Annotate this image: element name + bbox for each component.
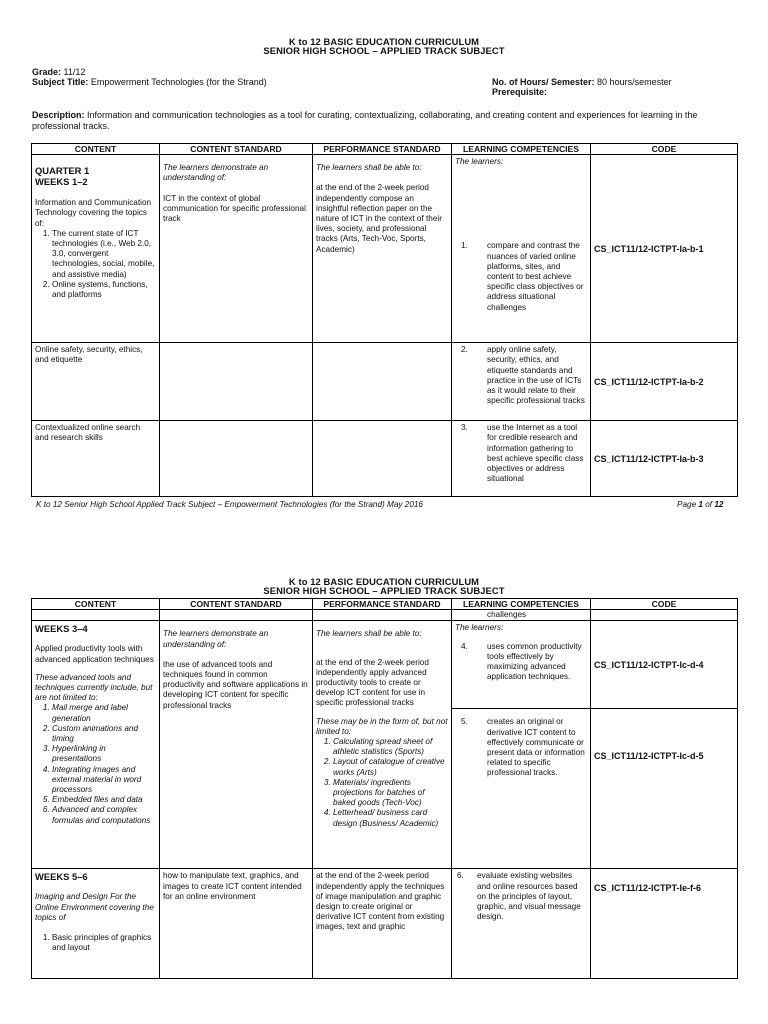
description-label: Description:: [32, 110, 85, 120]
table-row: [32, 421, 738, 497]
list-item: 1. Basic principles of graphics and layout: [52, 933, 156, 953]
page-current: 1: [698, 500, 703, 509]
content-standard-cell: [160, 621, 313, 869]
col-header-code: CODE: [591, 599, 738, 610]
col-header-learning-competencies: LEARNING COMPETENCIES: [452, 144, 591, 155]
code-cell: CS_ICT11/12-ICTPT-Ie-f-6: [591, 869, 738, 979]
list-item: 3. Materials/ ingredients projections for batches of baked goods (Tech-Voc): [333, 778, 448, 809]
page-separator: [0, 528, 768, 568]
competency-number: 4.: [461, 641, 468, 651]
code-cell: CS_ICT11/12-ICTPT-Ic-d-5: [591, 709, 738, 869]
list-item: 1. Mail merge and label generation: [52, 703, 156, 723]
code-cell: CS_ICT11/12-ICTPT-Ia-b-1: [591, 155, 738, 343]
continuation-row: [32, 610, 738, 621]
standard-text: the use of advanced tools and techniques found in common productivity and software applications in developing ICT content for specific professional tracks: [163, 659, 308, 710]
standard-intro: The learners demonstrate an understanding of:: [163, 163, 269, 183]
content-intro: Information and Communication Technology covering the topics of:: [35, 198, 152, 228]
learning-competency-cell: [452, 421, 591, 497]
grade-value: 11/12: [63, 67, 86, 77]
prerequisite-line: [492, 87, 547, 98]
content-standard-cell: how to manipulate text, graphics, and images to create ICT content intended for an online environment: [160, 869, 313, 979]
competency-text: evaluate existing websites and online resources based on the principles of layout, graphic, and visual message design.: [477, 871, 581, 922]
competency-number: 3.: [461, 423, 468, 433]
col-header-content: CONTENT: [32, 599, 160, 610]
performance-standard-cell: at the end of the 2-week period independently apply the techniques of image manipulation and graphic design to create original or derivative ICT content from existing images, text and graphic: [313, 869, 452, 979]
col-header-code: CODE: [591, 144, 738, 155]
performance-example-list: [316, 737, 448, 829]
description: [32, 110, 738, 132]
list-item: 5. Embedded files and data: [52, 795, 156, 805]
content-cell: [32, 621, 160, 869]
competency-item: [455, 241, 587, 312]
competency-intro: The learners:: [455, 623, 504, 633]
competency-number: 2.: [461, 345, 468, 355]
quarter-label: QUARTER 1: [35, 165, 90, 177]
weeks-label: WEEKS 5–6: [35, 871, 88, 883]
competency-text: compare and contrast the nuances of varied online platforms, sites, and content to best achieve specific class objectives or address situational challenges: [487, 241, 584, 312]
performance-standard-cell: [313, 421, 452, 497]
content-standard-cell: [160, 155, 313, 343]
learning-competency-cell: [452, 709, 591, 869]
table-row: [32, 343, 738, 421]
list-item: 1. Calculating spread sheet of athletic statistics (Sports): [333, 737, 448, 757]
content-topic-list: [35, 933, 156, 953]
col-header-content-standard: CONTENT STANDARD: [160, 599, 313, 610]
learning-competency-cell: [452, 869, 591, 979]
document-page-2: [0, 568, 768, 1024]
page-number: [677, 500, 723, 509]
competency-number: 6.: [457, 871, 464, 881]
content-cell: [32, 869, 160, 979]
competency-text: uses common productivity tools effectively by maximizing advanced application techniques.: [487, 641, 582, 682]
col-header-content-standard: CONTENT STANDARD: [160, 144, 313, 155]
page-word: Page: [677, 500, 697, 509]
page-footer-text: K to 12 Senior High School Applied Track Subject – Empowerment Technologies (for the Strand) May 2016: [36, 500, 423, 509]
subject-label: Subject Title:: [32, 77, 89, 87]
subject-line: [32, 77, 267, 88]
competency-text: apply online safety, security, ethics, and etiquette standards and practice in the use of ICTs as it would relate to their specific professional tracks: [487, 345, 585, 406]
content-standard-cell: [160, 343, 313, 421]
code-cell: CS_ICT11/12-ICTPT-Ia-b-3: [591, 421, 738, 497]
content-cell: Contextualized online search and research skills: [32, 421, 160, 497]
table-row: [32, 155, 738, 343]
list-item: 6. Advanced and complex formulas and computations: [52, 805, 156, 825]
content-cell: [32, 155, 160, 343]
content-cell: Online safety, security, ethics, and etiquette: [32, 343, 160, 421]
table-header-row: [32, 599, 738, 610]
grade-label: Grade:: [32, 67, 62, 77]
list-item: 2. Layout of catalogue of creative works (Arts): [333, 757, 448, 777]
performance-text: at the end of the 2-week period independently apply advanced productivity tools to create or develop ICT content for use in specific professional tracks: [316, 657, 429, 708]
competency-number: 1.: [461, 241, 468, 251]
content-note: These advanced tools and techniques currently include, but are not limited to:: [35, 672, 153, 703]
list-item: 1. The current state of ICT technologies (i.e., Web 2.0, 3.0, convergent technologies, social, mobile, and assistive media): [52, 229, 156, 280]
subject-value: Empowerment Technologies (for the Strand): [90, 77, 267, 87]
competency-item: [455, 642, 587, 683]
competency-item: [455, 423, 587, 484]
curriculum-title: K to 12 BASIC EDUCATION CURRICULUM: [288, 576, 480, 587]
learning-competency-cell: [452, 343, 591, 421]
performance-standard-cell: [313, 155, 452, 343]
col-header-content: CONTENT: [32, 144, 160, 155]
table-row: [32, 869, 738, 979]
track-subtitle: SENIOR HIGH SCHOOL – APPLIED TRACK SUBJECT: [263, 585, 505, 596]
competency-intro: The learners:: [455, 157, 504, 167]
learning-competency-cell: [452, 155, 591, 343]
competency-item: [455, 717, 587, 778]
code-cell: CS_ICT11/12-ICTPT-Ic-d-4: [591, 621, 738, 709]
col-header-performance-standard: PERFORMANCE STANDARD: [313, 599, 452, 610]
standard-intro: The learners demonstrate an understanding of:: [163, 629, 269, 649]
curriculum-table-page-2: [31, 598, 738, 979]
learning-competency-cell: [452, 621, 591, 709]
list-item: 3. Hyperlinking in presentations: [52, 744, 156, 764]
performance-text: at the end of the 2-week period independently compose an insightful reflection paper on the nature of ICT in the context of their lives, society, and professional tracks (Arts, Tech-Voc, Sports, Academic): [316, 183, 442, 254]
col-header-performance-standard: PERFORMANCE STANDARD: [313, 144, 452, 155]
track-subtitle: SENIOR HIGH SCHOOL – APPLIED TRACK SUBJECT: [263, 45, 505, 56]
table-row: [32, 621, 738, 709]
hours-label: No. of Hours/ Semester:: [492, 77, 595, 87]
weeks-label: WEEKS 1–2: [35, 176, 88, 188]
competency-item: [455, 345, 587, 406]
list-item: 2. Custom animations and timing: [52, 724, 156, 744]
performance-intro: The learners shall be able to:: [316, 629, 422, 639]
weeks-label: WEEKS 3–4: [35, 623, 88, 635]
competency-item: [455, 871, 587, 922]
content-intro: Applied productivity tools with advanced application techniques: [35, 644, 154, 664]
competency-text: creates an original or derivative ICT content to effectively communicate or present data or information related to specific professional tracks.: [487, 717, 585, 778]
page-of: of: [705, 500, 713, 509]
content-standard-cell: [160, 421, 313, 497]
curriculum-table-page-1: [31, 143, 738, 497]
continuation-text: challenges: [452, 610, 591, 621]
prerequisite-label: Prerequisite:: [492, 87, 548, 97]
hours-value: 80 hours/semester: [597, 77, 672, 87]
content-topic-list: [35, 229, 156, 300]
table-header-row: [32, 144, 738, 155]
competency-text: use the Internet as a tool for credible research and information gathering to best achieve specific class objectives or address situational: [487, 423, 584, 484]
performance-standard-cell: [313, 621, 452, 869]
list-item: 4. Integrating images and external material in word processors: [52, 765, 156, 796]
list-item: 2. Online systems, functions, and platforms: [52, 280, 156, 300]
page-total: 12: [714, 500, 724, 509]
curriculum-title: K to 12 BASIC EDUCATION CURRICULUM: [288, 36, 480, 47]
competency-number: 5.: [461, 717, 468, 727]
description-text: Information and communication technologies as a tool for curating, contextualizing, collaborating, and creating content and experiences for learning in the professional tracks.: [32, 110, 698, 131]
col-header-learning-competencies: LEARNING COMPETENCIES: [452, 599, 591, 610]
content-topic-list: [35, 703, 156, 825]
code-cell: CS_ICT11/12-ICTPT-Ia-b-2: [591, 343, 738, 421]
list-item: 4. Letterhead/ business card design (Business/ Academic): [333, 808, 448, 828]
performance-intro: The learners shall be able to:: [316, 163, 422, 173]
content-intro: Imaging and Design For the Online Environment covering the topics of: [35, 892, 154, 922]
performance-note: These may be in the form of, but not limited to:: [316, 716, 448, 736]
performance-standard-cell: [313, 343, 452, 421]
standard-text: ICT in the context of global communication for specific professional track: [163, 193, 306, 224]
